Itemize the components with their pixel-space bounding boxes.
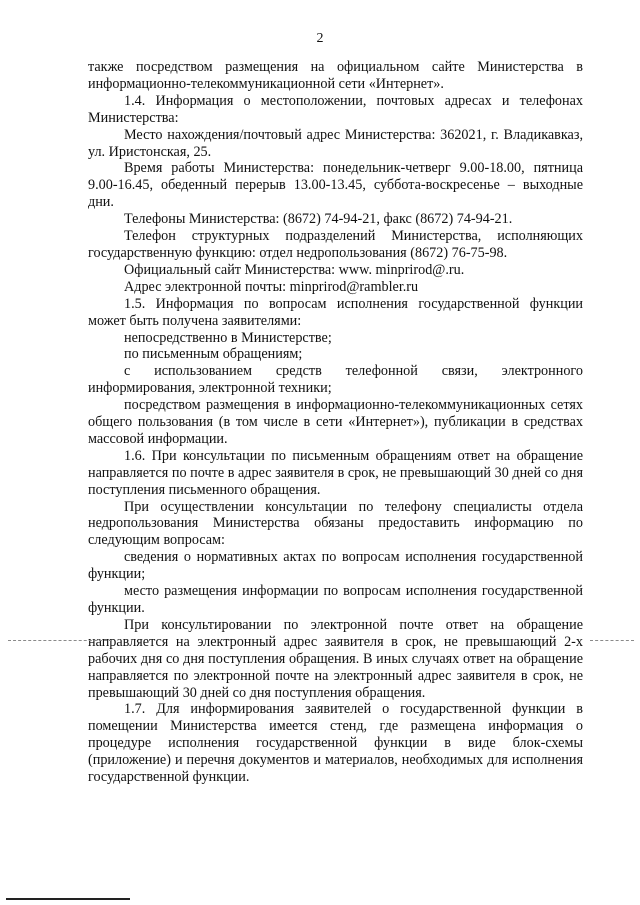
scan-artifact-bottom-line [6, 898, 130, 900]
list-item-networks: посредством размещения в информационно-телекоммуникационных сетях общего пользования (в том числе в сети «Интернет»), публикации в средствах массовой информации. [88, 397, 583, 447]
page-number: 2 [316, 31, 324, 46]
paragraph-phone-consult: При осуществлении консультации по телефону специалисты отдела недропользования Министерства обязаны предоставить информацию по следующим вопросам: [88, 498, 583, 549]
document-body [88, 59, 583, 786]
paragraph-1-4: 1.4. Информация о местоположении, почтовых адресах и телефонах Министерства: [88, 92, 583, 126]
paragraph-dept-phone: Телефон структурных подразделений Министерства, исполняющих государственную функцию: отдел недропользования (8672) 76-75-98. [88, 228, 583, 261]
scan-artifact-dash-right [590, 640, 634, 641]
list-item-written: по письменным обращениям; [124, 346, 303, 363]
list-item-telecom: с использованием средств телефонной связи, электронного информирования, электронной техники; [88, 363, 583, 397]
list-item-normative: сведения о нормативных актах по вопросам исполнения государственной функции; [88, 549, 583, 583]
paragraph-email-consult: При консультировании по электронной почте ответ на обращение направляется на электронный адрес заявителя в срок, не превышающий 2-х рабочих дня со дня поступления обращения. В иных случаях ответ на обращение направляется по электронной почте на электронный адрес заявителя в срок, не превышающий 30 дней со дня поступления обращения. [88, 616, 583, 701]
paragraph-website: Официальный сайт Министерства: www. minprirod@.ru. [124, 261, 465, 278]
list-item-direct: непосредственно в Министерстве; [124, 329, 332, 346]
paragraph-1-5: 1.5. Информация по вопросам исполнения государственной функции может быть получена заявителями: [88, 295, 583, 329]
paragraph-hours: Время работы Министерства: понедельник-четверг 9.00-18.00, пятница 9.00-16.45, обеденный перерыв 13.00-13.45, суббота-воскресенье – выходные дни. [88, 160, 583, 211]
list-item-placement: место размещения информации по вопросам исполнения государственной функции. [88, 583, 583, 616]
paragraph-address: Место нахождения/почтовый адрес Министерства: 362021, г. Владикавказ, ул. Иристонская, 25. [88, 126, 583, 160]
paragraph-intro: также посредством размещения на официальном сайте Министерства в информационно-телекоммуникационной сети «Интернет». [88, 59, 583, 92]
paragraph-1-7: 1.7. Для информирования заявителей о государственной функции в помещении Министерства имеется стенд, где размещена информация о процедуре исполнения государственной функции в виде блок-схемы (приложение) и перечня документов и материалов, необходимых для исполнения государственной функции. [88, 701, 583, 786]
paragraph-email: Адрес электронной почты: minprirod@rambler.ru [124, 278, 419, 295]
paragraph-1-6: 1.6. При консультации по письменным обращениям ответ на обращение направляется по почте в адрес заявителя в срок, не превышающий 30 дней со дня поступления письменного обращения. [88, 447, 583, 498]
paragraph-phones: Телефоны Министерства: (8672) 74-94-21, факс (8672) 74-94-21. [124, 211, 513, 228]
scan-artifact-dash-left [8, 640, 112, 641]
